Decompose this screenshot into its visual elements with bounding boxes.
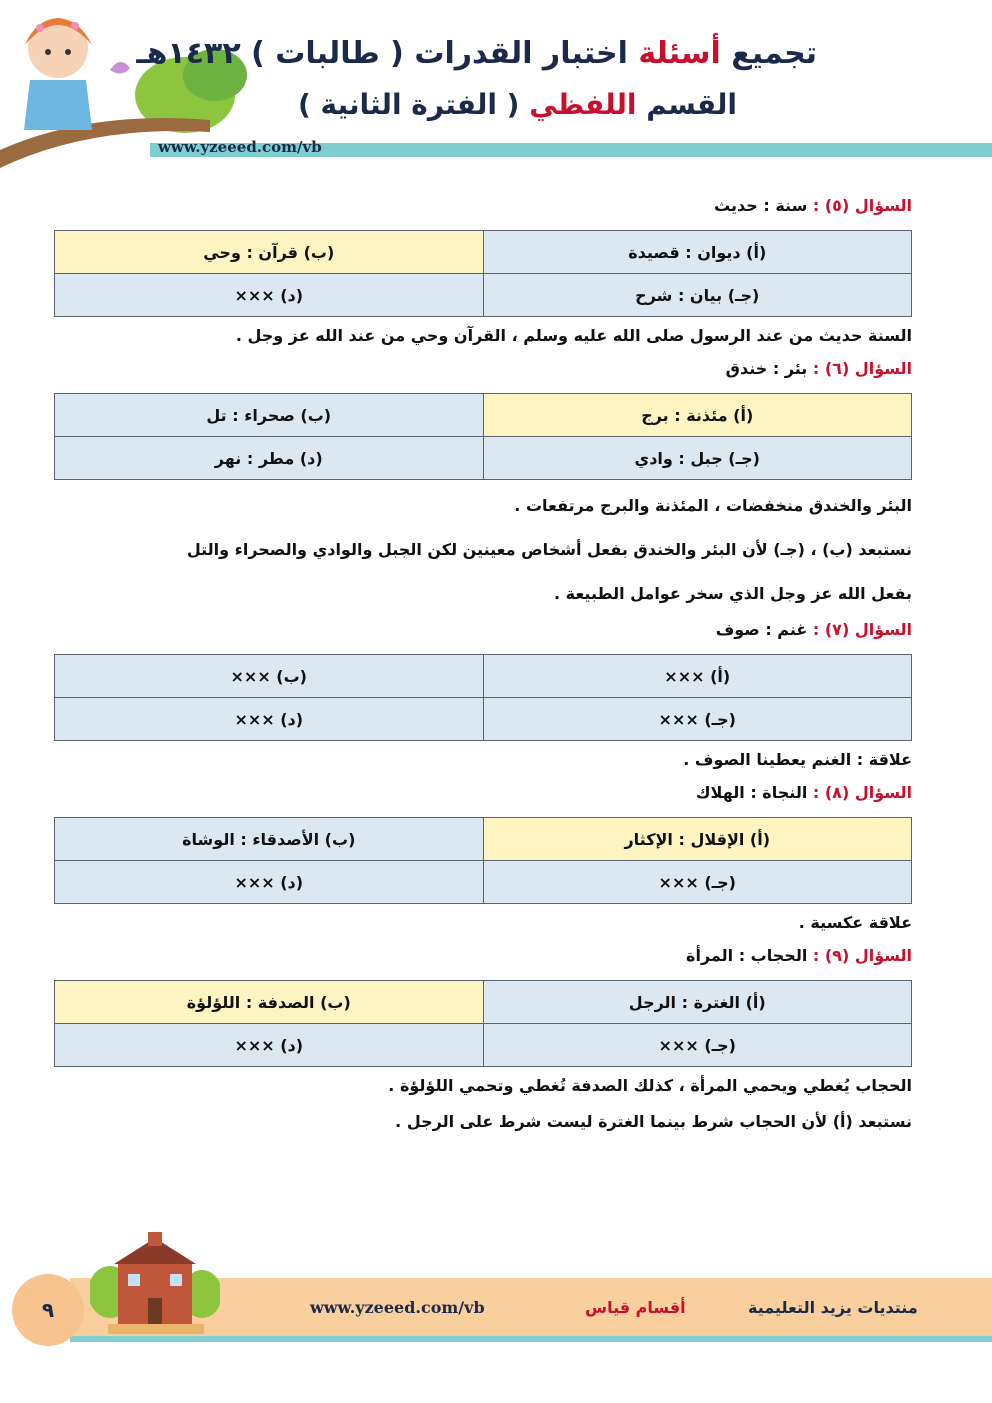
option-a: (أ) مئذنة : برج [483, 394, 912, 437]
question-stem: النجاة : الهلاك [695, 783, 808, 802]
question-label: السؤال (٥) : [812, 196, 912, 215]
option-c: (جـ) جبل : وادي [483, 437, 912, 480]
option-c: (جـ) ××× [483, 698, 912, 741]
footer-section: أقسام قياس [585, 1298, 686, 1317]
explanation: علاقة : الغنم يعطينا الصوف . [683, 750, 912, 769]
explanation: نستبعد (أ) لأن الحجاب شرط بينما الغترة ليست شرط على الرجل . [395, 1112, 912, 1131]
question-stem: بئر : خندق [725, 359, 808, 378]
explanation: نستبعد (ب) ، (جـ) لأن البئر والخندق بفعل أشخاص معينين لكن الجبل والوادي والصحراء والتل [186, 540, 912, 559]
options-table [54, 654, 912, 741]
question-7 [60, 620, 912, 646]
school-illustration [90, 1232, 220, 1342]
options-table [54, 817, 912, 904]
page-subtitle: القسم اللفظي ( الفترة الثانية ) [298, 88, 737, 121]
header-site-url: www.yzeeed.com/vb [158, 138, 322, 156]
question-5 [60, 196, 912, 222]
option-d: (د) ××× [55, 274, 484, 317]
option-a: (أ) ××× [483, 655, 912, 698]
option-b: (ب) ××× [55, 655, 484, 698]
option-d: (د) ××× [55, 1024, 484, 1067]
options-table [54, 980, 912, 1067]
footer-site-url: www.yzeeed.com/vb [310, 1298, 485, 1317]
option-c: (جـ) ××× [483, 1024, 912, 1067]
option-d: (د) ××× [55, 698, 484, 741]
option-c: (جـ) ××× [483, 861, 912, 904]
question-label: السؤال (٩) : [812, 946, 912, 965]
option-b: (ب) الأصدقاء : الوشاة [55, 818, 484, 861]
explanation: بفعل الله عز وجل الذي سخر عوامل الطبيعة . [554, 584, 912, 603]
explanation: البئر والخندق منخفضات ، المئذنة والبرج مرتفعات . [514, 496, 912, 515]
option-d: (د) ××× [55, 861, 484, 904]
option-a: (أ) الإقلال : الإكثار [483, 818, 912, 861]
page-header [0, 0, 992, 190]
question-stem: غنم : صوف [715, 620, 808, 639]
option-c: (جـ) بيان : شرح [483, 274, 912, 317]
question-label: السؤال (٨) : [812, 783, 912, 802]
option-a: (أ) الغترة : الرجل [483, 981, 912, 1024]
page-number: ٩ [12, 1274, 84, 1346]
question-label: السؤال (٦) : [812, 359, 912, 378]
footer-forum-name: منتديات يزيد التعليمية [748, 1298, 918, 1317]
explanation: علاقة عكسية . [798, 913, 912, 932]
options-table [54, 393, 912, 480]
question-stem: سنة : حديث [714, 196, 808, 215]
question-9 [60, 946, 912, 972]
options-table [54, 230, 912, 317]
questions-content [60, 190, 912, 1145]
explanation: السنة حديث من عند الرسول صلى الله عليه وسلم ، القرآن وحي من عند الله عز وجل . [235, 326, 912, 345]
option-b: (ب) قرآن : وحي [55, 231, 484, 274]
option-b: (ب) الصدفة : اللؤلؤة [55, 981, 484, 1024]
girl-on-branch-illustration [0, 0, 260, 190]
question-6 [60, 359, 912, 385]
explanation: الحجاب يُغطي ويحمي المرأة ، كذلك الصدفة تُغطي وتحمي اللؤلؤة . [388, 1076, 912, 1095]
question-stem: الحجاب : المرأة [686, 946, 808, 965]
page-title: تجميع أسئلة اختبار القدرات ( طالبات ) ١٤٣٢هـ [136, 36, 817, 71]
option-d: (د) مطر : نهر [55, 437, 484, 480]
question-8 [60, 783, 912, 809]
question-label: السؤال (٧) : [812, 620, 912, 639]
option-b: (ب) صحراء : تل [55, 394, 484, 437]
option-a: (أ) ديوان : قصيدة [483, 231, 912, 274]
